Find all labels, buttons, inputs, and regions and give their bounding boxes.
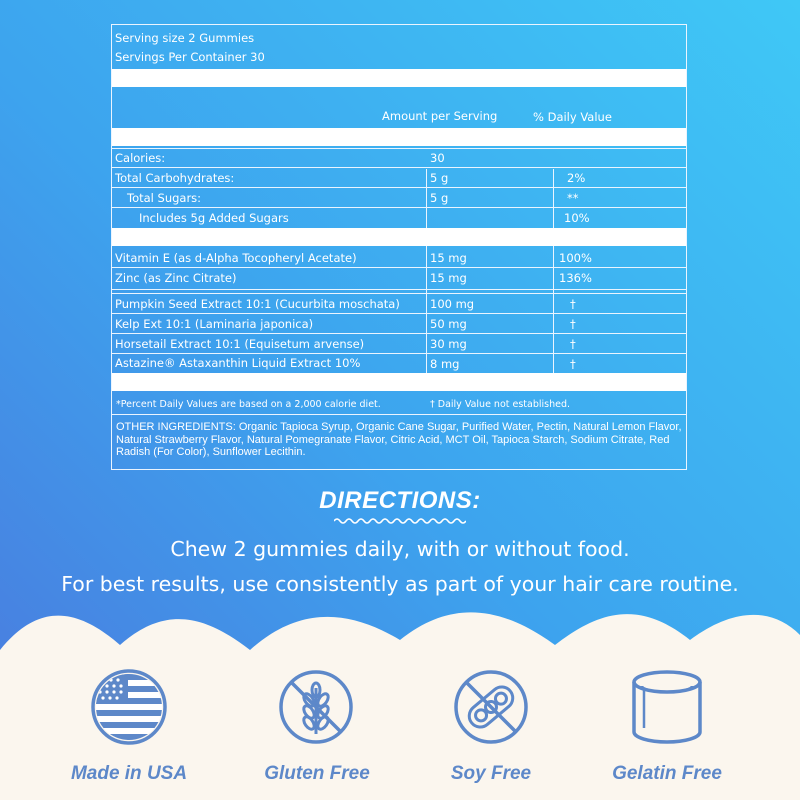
row-name-pumpkin: Pumpkin Seed Extract 10:1 (Cucurbita moschata) (115, 297, 400, 311)
row-dv-horsetail: † (570, 337, 576, 351)
badge-label-gluten-free: Gluten Free (264, 763, 370, 784)
row-dv-pumpkin: † (570, 297, 576, 311)
row-name-zinc: Zinc (as Zinc Citrate) (115, 271, 237, 285)
row-name-carbs: Total Carbohydrates: (115, 171, 235, 185)
row-name-added-sugars: Includes 5g Added Sugars (139, 211, 289, 225)
row-rule (112, 207, 686, 208)
row-name-calories: Calories: (115, 151, 166, 165)
row-rule (112, 333, 686, 334)
row-dv-carbs: 2% (567, 171, 586, 185)
row-dv-sugars: ** (567, 191, 579, 205)
usa-flag-icon (90, 668, 168, 746)
badge-label-made-in-usa: Made in USA (70, 763, 188, 784)
row-amount-kelp: 50 mg (430, 317, 467, 331)
row-amount-vitamin-e: 15 mg (430, 251, 467, 265)
row-rule (112, 167, 686, 168)
directions-line-2: For best results, use consistently as part of your hair care routine. (61, 572, 739, 596)
column-divider (553, 169, 554, 391)
badge-label-soy-free: Soy Free (450, 763, 532, 784)
row-rule (112, 353, 686, 354)
row-amount-calories: 30 (430, 151, 445, 165)
no-soy-icon (452, 668, 530, 746)
row-rule (112, 267, 686, 268)
gelatin-jar-icon (628, 666, 706, 748)
row-dv-added-sugars: 10% (564, 211, 590, 225)
divider-band (112, 69, 686, 87)
row-name-astazine: Astazine® Astaxanthin Liquid Extract 10% (115, 356, 361, 370)
daily-value-header: % Daily Value (533, 110, 612, 124)
supplement-facts-panel (111, 24, 687, 470)
row-rule (112, 289, 686, 290)
amount-per-serving-header: Amount per Serving (382, 109, 498, 123)
row-amount-horsetail: 30 mg (430, 337, 467, 351)
row-rule (112, 187, 686, 188)
row-amount-astazine: 8 mg (430, 357, 460, 371)
row-rule (112, 414, 686, 415)
badge-label-gelatin-free: Gelatin Free (612, 763, 722, 784)
directions-title: DIRECTIONS: (319, 487, 481, 514)
no-wheat-icon (277, 668, 355, 746)
divider-band (112, 128, 686, 146)
row-rule (112, 148, 686, 149)
row-rule (112, 313, 686, 314)
row-amount-sugars: 5 g (430, 191, 449, 205)
row-name-kelp: Kelp Ext 10:1 (Laminaria japonica) (115, 317, 314, 331)
column-divider (426, 169, 427, 391)
other-ingredients: OTHER INGREDIENTS: Organic Tapioca Syrup, Organic Cane Sugar, Purified Water, Pectin, Natural Lemon Flavor, Natural Strawberry Flavor, Natural Pomegranate Flavor, Citric Acid, MCT Oil, Tapioca Starch, Sodium Citrate, Red Radish (For Color), Sunflower Lecithin. (116, 421, 682, 458)
row-amount-pumpkin: 100 mg (430, 297, 475, 311)
row-dv-astazine: † (570, 357, 576, 371)
divider-band (112, 373, 686, 391)
directions-line-1: Chew 2 gummies daily, with or without food. (170, 537, 630, 561)
footnote-daily-values: *Percent Daily Values are based on a 2,000 calorie diet. (116, 399, 381, 410)
row-rule (112, 293, 686, 294)
divider-band (112, 228, 686, 246)
row-amount-zinc: 15 mg (430, 271, 467, 285)
footnote-not-established: † Daily Value not established. (430, 399, 571, 410)
serving-size: Serving size 2 Gummies (115, 31, 255, 45)
row-name-vitamin-e: Vitamin E (as d-Alpha Tocopheryl Acetate) (115, 251, 357, 265)
squiggle-underline (334, 516, 466, 526)
row-dv-zinc: 136% (559, 271, 592, 285)
row-dv-vitamin-e: 100% (559, 251, 592, 265)
row-dv-kelp: † (570, 317, 576, 331)
row-name-sugars: Total Sugars: (127, 191, 202, 205)
servings-per-container: Servings Per Container 30 (115, 50, 265, 64)
row-name-horsetail: Horsetail Extract 10:1 (Equisetum arvense) (115, 337, 365, 351)
row-amount-carbs: 5 g (430, 171, 449, 185)
